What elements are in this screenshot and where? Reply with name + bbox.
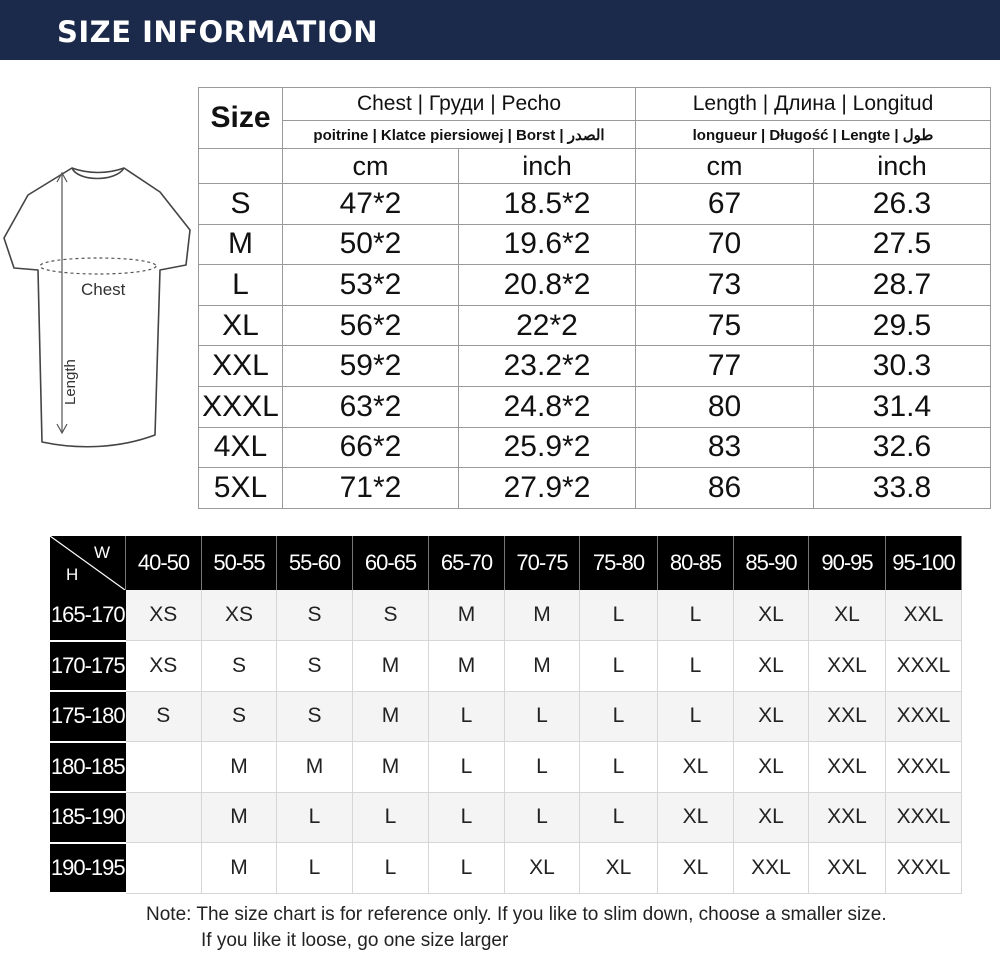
measurement-cell: 30.3: [814, 346, 991, 387]
measurement-cell: 77: [636, 346, 814, 387]
recommended-size-cell: XXL: [809, 641, 886, 692]
recommended-size-cell: [126, 742, 202, 793]
size-column-header: Size: [199, 88, 283, 149]
header-bar: [0, 0, 1000, 60]
recommended-size-cell: XXL: [734, 843, 809, 894]
recommended-size-cell: L: [658, 691, 734, 742]
measurement-cell: 71*2: [283, 468, 459, 509]
recommended-size-cell: S: [126, 691, 202, 742]
recommended-size-cell: S: [202, 641, 277, 692]
recommended-size-cell: L: [580, 792, 658, 843]
length-label: Length: [62, 359, 79, 405]
height-row: [50, 792, 962, 843]
measurement-cell: 32.6: [814, 427, 991, 468]
height-range-cell: 190-195: [50, 843, 126, 894]
recommended-size-cell: L: [277, 792, 353, 843]
recommended-size-cell: L: [429, 742, 505, 793]
height-range-cell: 180-185: [50, 742, 126, 793]
recommended-size-cell: XXXL: [886, 641, 962, 692]
weight-range-header: 55-60: [277, 536, 353, 590]
recommended-size-cell: XL: [809, 590, 886, 641]
recommended-size-cell: L: [580, 742, 658, 793]
recommended-size-cell: M: [353, 691, 429, 742]
recommended-size-cell: XXL: [809, 691, 886, 742]
chest-label: Chest: [81, 280, 126, 299]
page-title: SIZE INFORMATION: [57, 15, 379, 49]
recommended-size-cell: XXL: [809, 792, 886, 843]
size-label-cell: L: [199, 265, 283, 306]
measurement-cell: 73: [636, 265, 814, 306]
size-label-cell: XXXL: [199, 386, 283, 427]
measurement-cell: 63*2: [283, 386, 459, 427]
recommended-size-cell: XL: [580, 843, 658, 894]
recommended-size-cell: S: [277, 641, 353, 692]
chest-translations: poitrine | Klatce piersiowej | Borst | الصدر: [283, 121, 636, 149]
recommended-size-cell: XL: [734, 742, 809, 793]
size-label-cell: XL: [199, 305, 283, 346]
recommended-size-cell: L: [277, 843, 353, 894]
height-axis-label: H: [66, 565, 79, 584]
weight-range-header: 90-95: [809, 536, 886, 590]
weight-range-header: 85-90: [734, 536, 809, 590]
height-weight-chart: [50, 536, 962, 894]
height-range-cell: 185-190: [50, 792, 126, 843]
recommended-size-cell: XS: [202, 590, 277, 641]
measurement-cell: 47*2: [283, 184, 459, 225]
length-column-title: Length | Длина | Longitud: [636, 88, 991, 121]
note-line-2: If you like it loose, go one size larger: [201, 930, 509, 951]
unit-header: inch: [814, 149, 991, 184]
recommended-size-cell: S: [202, 691, 277, 742]
recommended-size-cell: L: [505, 742, 580, 793]
recommended-size-cell: XXL: [809, 843, 886, 894]
recommended-size-cell: M: [353, 641, 429, 692]
size-label-cell: S: [199, 184, 283, 225]
recommended-size-cell: XL: [505, 843, 580, 894]
size-row: [199, 386, 991, 427]
height-range-cell: 175-180: [50, 691, 126, 742]
unit-header: cm: [636, 149, 814, 184]
measurement-cell: 27.5: [814, 224, 991, 265]
measurement-cell: 18.5*2: [459, 184, 636, 225]
recommended-size-cell: XS: [126, 590, 202, 641]
unit-spacer: [199, 149, 283, 184]
recommended-size-cell: L: [580, 590, 658, 641]
recommended-size-cell: M: [429, 641, 505, 692]
size-row: [199, 184, 991, 225]
height-row: [50, 742, 962, 793]
recommended-size-cell: S: [353, 590, 429, 641]
measurement-cell: 80: [636, 386, 814, 427]
size-measurement-table: [198, 87, 991, 509]
recommended-size-cell: XL: [658, 792, 734, 843]
unit-header: cm: [283, 149, 459, 184]
height-row: [50, 641, 962, 692]
recommended-size-cell: XL: [734, 691, 809, 742]
recommended-size-cell: XXL: [809, 742, 886, 793]
recommended-size-cell: L: [429, 691, 505, 742]
note-line-1: Note: The size chart is for reference only. If you like to slim down, choose a smaller size.: [146, 904, 887, 925]
measurement-cell: 70: [636, 224, 814, 265]
measurement-cell: 23.2*2: [459, 346, 636, 387]
recommended-size-cell: L: [658, 590, 734, 641]
corner-cell: [50, 536, 126, 590]
weight-range-header: 70-75: [505, 536, 580, 590]
size-row: [199, 305, 991, 346]
weight-range-header: 60-65: [353, 536, 429, 590]
recommended-size-cell: L: [429, 792, 505, 843]
recommended-size-cell: S: [277, 691, 353, 742]
recommended-size-cell: XS: [126, 641, 202, 692]
recommended-size-cell: S: [277, 590, 353, 641]
height-range-cell: 170-175: [50, 641, 126, 692]
size-row: [199, 468, 991, 509]
recommended-size-cell: L: [505, 691, 580, 742]
recommended-size-cell: L: [353, 792, 429, 843]
recommended-size-cell: M: [202, 742, 277, 793]
unit-header: inch: [459, 149, 636, 184]
recommended-size-cell: M: [277, 742, 353, 793]
weight-range-header: 50-55: [202, 536, 277, 590]
height-row: [50, 843, 962, 894]
measurement-cell: 25.9*2: [459, 427, 636, 468]
measurement-cell: 27.9*2: [459, 468, 636, 509]
chest-column-title: Chest | Груди | Pecho: [283, 88, 636, 121]
weight-range-header: 40-50: [126, 536, 202, 590]
height-range-cell: 165-170: [50, 590, 126, 641]
weight-axis-label: W: [94, 543, 111, 562]
recommended-size-cell: XL: [658, 843, 734, 894]
recommended-size-cell: L: [353, 843, 429, 894]
length-translations: longueur | Długość | Lengte | طول: [636, 121, 991, 149]
recommended-size-cell: XXXL: [886, 792, 962, 843]
size-row: [199, 427, 991, 468]
measurement-cell: 22*2: [459, 305, 636, 346]
recommended-size-cell: [126, 792, 202, 843]
recommended-size-cell: XL: [734, 590, 809, 641]
measurement-cell: 20.8*2: [459, 265, 636, 306]
recommended-size-cell: XXXL: [886, 843, 962, 894]
recommended-size-cell: M: [429, 590, 505, 641]
recommended-size-cell: M: [505, 590, 580, 641]
recommended-size-cell: XXXL: [886, 742, 962, 793]
measurement-cell: 31.4: [814, 386, 991, 427]
recommended-size-cell: M: [353, 742, 429, 793]
recommended-size-cell: XL: [658, 742, 734, 793]
size-label-cell: 4XL: [199, 427, 283, 468]
recommended-size-cell: L: [580, 691, 658, 742]
measurement-cell: 75: [636, 305, 814, 346]
measurement-cell: 67: [636, 184, 814, 225]
measurement-cell: 24.8*2: [459, 386, 636, 427]
size-row: [199, 224, 991, 265]
size-label-cell: M: [199, 224, 283, 265]
measurement-cell: 66*2: [283, 427, 459, 468]
measurement-cell: 29.5: [814, 305, 991, 346]
recommended-size-cell: L: [658, 641, 734, 692]
height-row: [50, 691, 962, 742]
measurement-cell: 28.7: [814, 265, 991, 306]
measurement-cell: 56*2: [283, 305, 459, 346]
recommended-size-cell: XL: [734, 792, 809, 843]
measurement-cell: 53*2: [283, 265, 459, 306]
recommended-size-cell: L: [505, 792, 580, 843]
measurement-cell: 50*2: [283, 224, 459, 265]
size-row: [199, 265, 991, 306]
measurement-cell: 26.3: [814, 184, 991, 225]
measurement-cell: 59*2: [283, 346, 459, 387]
recommended-size-cell: M: [202, 843, 277, 894]
weight-range-header: 80-85: [658, 536, 734, 590]
tshirt-outline-icon: [4, 168, 190, 447]
measurement-cell: 33.8: [814, 468, 991, 509]
weight-range-header: 75-80: [580, 536, 658, 590]
recommended-size-cell: XL: [734, 641, 809, 692]
height-row: [50, 590, 962, 641]
size-label-cell: 5XL: [199, 468, 283, 509]
size-label-cell: XXL: [199, 346, 283, 387]
weight-range-header: 65-70: [429, 536, 505, 590]
recommended-size-cell: L: [580, 641, 658, 692]
recommended-size-cell: [126, 843, 202, 894]
size-note: [146, 902, 887, 954]
measurement-cell: 86: [636, 468, 814, 509]
recommended-size-cell: M: [202, 792, 277, 843]
recommended-size-cell: XXXL: [886, 691, 962, 742]
diagonal-divider-icon: [50, 536, 125, 590]
chest-line-icon: [40, 258, 156, 274]
measurement-cell: 83: [636, 427, 814, 468]
weight-range-header: 95-100: [886, 536, 962, 590]
measurement-cell: 19.6*2: [459, 224, 636, 265]
recommended-size-cell: M: [505, 641, 580, 692]
recommended-size-cell: L: [429, 843, 505, 894]
size-row: [199, 346, 991, 387]
recommended-size-cell: XXL: [886, 590, 962, 641]
tshirt-diagram: [0, 160, 195, 460]
